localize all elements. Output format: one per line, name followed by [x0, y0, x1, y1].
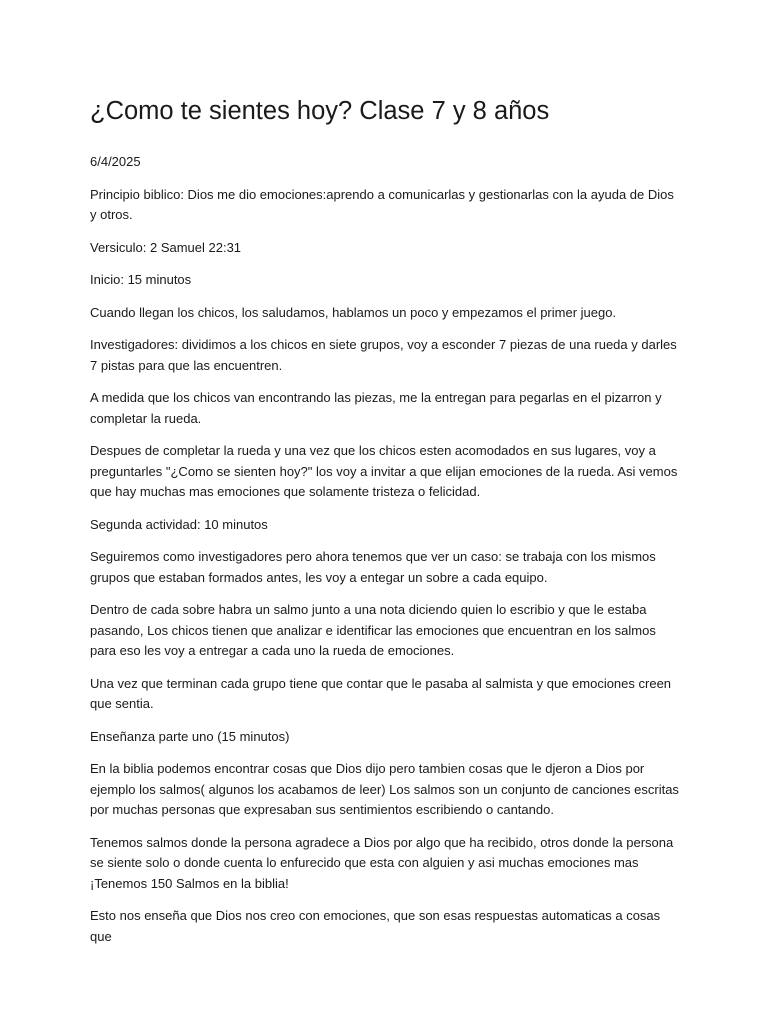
paragraph: Investigadores: dividimos a los chicos en siete grupos, voy a esconder 7 piezas de una rueda y darles 7 pistas para que las encuentren.: [90, 337, 677, 373]
paragraph: En la biblia podemos encontrar cosas que Dios dijo pero tambien cosas que le djeron a Dios por ejemplo los salmos( algunos los acabamos de leer) Los salmos son un conjunto de canciones escritas por muchas personas que expresaban sus sentimientos escribiendo o cantando.: [90, 761, 679, 817]
date-text: 6/4/2025: [90, 154, 141, 169]
paragraph: Dentro de cada sobre habra un salmo junto a una nota diciendo quien lo escribio y que le estaba pasando, Los chicos tienen que analizar e identificar las emociones que encuentran en los salmos para eso les voy a entregar a cada uno la rueda de emociones.: [90, 602, 656, 658]
paragraph: Esto nos enseña que Dios nos creo con emociones, que son esas respuestas automaticas a cosas que: [90, 908, 661, 944]
paragraph: Principio biblico: Dios me dio emociones:aprendo a comunicarlas y gestionarlas con la ayuda de Dios y otros.: [90, 186, 674, 222]
document-title: ¿Como te sientes hoy? Clase 7 y 8 años: [90, 97, 550, 125]
section-heading: Enseñanza parte uno (15 minutos): [90, 728, 290, 744]
paragraph: Despues de completar la rueda y una vez que los chicos esten acomodados en sus lugares, voy a preguntarles "¿Como se sienten hoy?" los voy a invitar a que elijan emociones de la rueda. Asi vemos que hay muchas mas emociones que solamente tristeza o felicidad.: [90, 443, 678, 499]
paragraph: Cuando llegan los chicos, los saludamos, hablamos un poco y empezamos el primer juego.: [90, 304, 617, 320]
document-page: [90, 94, 680, 959]
paragraph: A medida que los chicos van encontrando las piezas, me la entregan para pegarlas en el pizarron y completar la rueda.: [90, 390, 662, 426]
section-heading: Segunda actividad: 10 minutos: [90, 516, 268, 532]
paragraph: Seguiremos como investigadores pero ahora tenemos que ver un caso: se trabaja con los mismos grupos que estaban formados antes, les voy a entegar un sobre a cada equipo.: [90, 549, 656, 585]
paragraph: Una vez que terminan cada grupo tiene que contar que le pasaba al salmista y que emociones creen que sentia.: [90, 675, 672, 711]
paragraph: Tenemos salmos donde la persona agradece a Dios por algo que ha recibido, otros donde la persona se siente solo o donde cuenta lo enfurecido que esta con alguien y asi muchas emociones mas ¡Tenemos 150 Salmos en la biblia!: [90, 834, 674, 891]
paragraph: Versiculo: 2 Samuel 22:31: [90, 239, 242, 255]
section-heading: Inicio: 15 minutos: [90, 272, 192, 287]
